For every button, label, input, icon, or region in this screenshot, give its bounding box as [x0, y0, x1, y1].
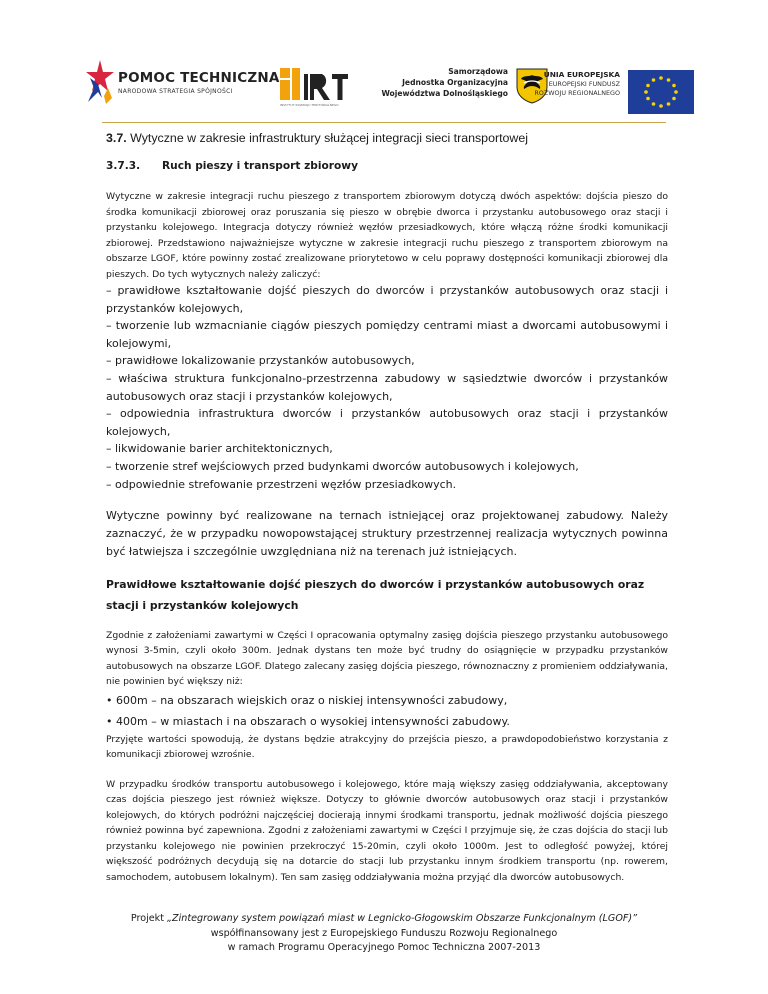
footer-prefix: Projekt [130, 913, 168, 924]
subsection-title: Ruch pieszy i transport zbiorowy [162, 160, 358, 172]
list-item: – prawidłowe kształtowanie dojść pieszych do dworców i przystanków autobusowych oraz stacji i przystanków kolejowych, [106, 284, 668, 315]
main-content [106, 124, 668, 885]
irt-emblem-icon [280, 66, 350, 102]
eu-subtitle [534, 80, 620, 98]
logo-pt-title: POMOC TECHNICZNA [118, 70, 280, 86]
rail-paragraph: W przypadku środków transportu autobusowego i kolejowego, które mają większy zasięg oddziaływania, akceptowany czas dojścia pieszego jest również większe. Dotyczy to głównie dworców autobusowych oraz stacji i przystanków kolejowych, do których podróżni najczęściej docierają innymi środkami transportu, jednak możliwość dojścia pieszego również powinna być zapewniona. Zgodni z założeniami zawartymi w Części I przyjmuje się, że czas dojścia do stacji lub przystanku kolejowego nie powinien przekroczyć 15-20min, czyli około 1000m. Jest to odległość powyżej, której większość podróżnych decydują się na dotarcie do stacji lub przystanku innym środkiem transportu (np. rowerem, samochodem, autobusem lokalnym). Ten sam zasięg oddziaływania można przyjąć dla dworców autobusowych. [106, 778, 668, 883]
section-heading [106, 130, 668, 146]
footer-line-3: w ramach Programu Operacyjnego Pomoc Techniczna 2007-2013 [227, 942, 541, 953]
guidelines-list [106, 282, 668, 493]
eu-sub-line-1: EUROPEJSKI FUNDUSZ [548, 80, 620, 88]
attractive-paragraph: Przyjęte wartości spowodują, że dystans będzie atrakcyjny do przejścia pieszo, a prawdopodobieństwo korzystania z komunikacji zbiorowej wzrośnie. [106, 733, 668, 761]
star-emblem-icon [84, 58, 116, 104]
section-number: 3.7. [106, 131, 127, 145]
irt-caption: INSTYTUT ROZWOJU TERYTORIALNEGO [280, 103, 339, 107]
list-item: – tworzenie stref wejściowych przed budynkami dworców autobusowych i kolejowych, [106, 459, 579, 473]
sam-line-3: Województwa Dolnośląskiego [381, 89, 508, 98]
sam-line-2: Jednostka Organizacyjna [402, 78, 508, 87]
list-item: • 600m – na obszarach wiejskich oraz o niskiej intensywności zabudowy, [106, 693, 508, 707]
header-logos [84, 58, 694, 113]
list-item: – odpowiednia infrastruktura dworców i przystanków autobusowych oraz stacji i przystanków kolejowych, [106, 407, 668, 438]
eu-logo [534, 70, 694, 110]
intro-paragraph: Wytyczne w zakresie integracji ruchu pieszego z transportem zbiorowym dotyczą dwóch aspektów: dojścia pieszo do środka komunikacji zbiorowej oraz poruszania się pieszo w obrębie dworca i przystanku autobusowego oraz stacji i przystanku kolejowego. Integracja dotyczy również węzłów przesiadkowych, które włączą różne środki komunikacji zbiorowej. Przedstawiono najważniejsze wytyczne w zakresie integracji ruchu pieszego z transportem zbiorowym na obszarze LGOF, które powinny zostać zrealizowane priorytetowo w celu poprawy dostępności komunikacji zbiorowej dla pieszych. Do tych wytycznych należy zaliczyć: [106, 191, 668, 280]
eu-title: UNIA EUROPEJSKA [543, 70, 620, 79]
footer-line-2: współfinansowany jest z Europejskiego Funduszu Rozwoju Regionalnego [210, 927, 558, 939]
header-divider [102, 122, 666, 123]
samorzadowa-text [381, 66, 508, 99]
eu-flag-icon [628, 70, 694, 114]
subsection-heading [106, 160, 668, 174]
irt-logo [280, 66, 350, 108]
list-item: – prawidłowe lokalizowanie przystanków autobusowych, [106, 354, 415, 368]
section-title: Wytyczne w zakresie infrastruktury służącej integracji sieci transportowej [126, 131, 529, 145]
subheading: Prawidłowe kształtowanie dojść pieszych do dworców i przystanków autobusowych oraz stacji i przystanków kolejowych [106, 577, 645, 612]
samorzadowa-logo [380, 66, 550, 108]
pomoc-techniczna-logo [84, 58, 280, 108]
list-item: – właściwa struktura funkcjonalno-przestrzenna zabudowy w sąsiedztwie dworców i przystanków autobusowych oraz stacji i przystanków kolejowych, [106, 371, 668, 403]
sam-line-1: Samorządowa [448, 67, 508, 76]
list-item: – tworzenie lub wzmacnianie ciągów pieszych pomiędzy centrami miast a dworcami autobusowymi i kolejowymi, [106, 319, 668, 350]
range-paragraph: Zgodnie z założeniami zawartymi w Części I opracowania optymalny zasięg dojścia pieszego przystanku autobusowego wynosi 3-5min, czyli około 300m. Jednak dystans ten może być trudny do osiągnięcie w przypadku przystanków autobusowych na obszarze LGOF. Dlatego zalecany zasięg dojścia pieszego, równoznaczny z promieniem oddziaływania, nie powinien być większy niż: [106, 629, 668, 688]
eu-sub-line-2: ROZWOJU REGIONALNEGO [534, 89, 620, 97]
realization-paragraph: Wytyczne powinny być realizowane na ternach istniejącej oraz projektowanej zabudowy. Należy zaznaczyć, że w przypadku nowopowstającej struktury przestrzennej realizacja wytycznych powinna być łatwiejsza i szczególnie uwzględniana niż na terenach już istniejących. [106, 509, 668, 558]
page-footer [0, 912, 768, 956]
footer-line-1 [0, 912, 768, 927]
logo-pt-subtitle: NARODOWA STRATEGIA SPÓJNOŚCI [118, 88, 233, 95]
list-item: – likwidowanie barier architektonicznych, [106, 442, 333, 456]
list-item: – odpowiednie strefowanie przestrzeni węzłów przesiadkowych. [106, 477, 457, 491]
subsection-number: 3.7.3. [106, 160, 141, 172]
range-list [106, 690, 668, 732]
footer-project-title: „Zintegrowany system powiązań miast w Legnicko-Głogowskim Obszarze Funkcjonalnym (LGOF)” [167, 913, 638, 924]
list-item: • 400m – w miastach i na obszarach o wysokiej intensywności zabudowy. [106, 714, 510, 728]
